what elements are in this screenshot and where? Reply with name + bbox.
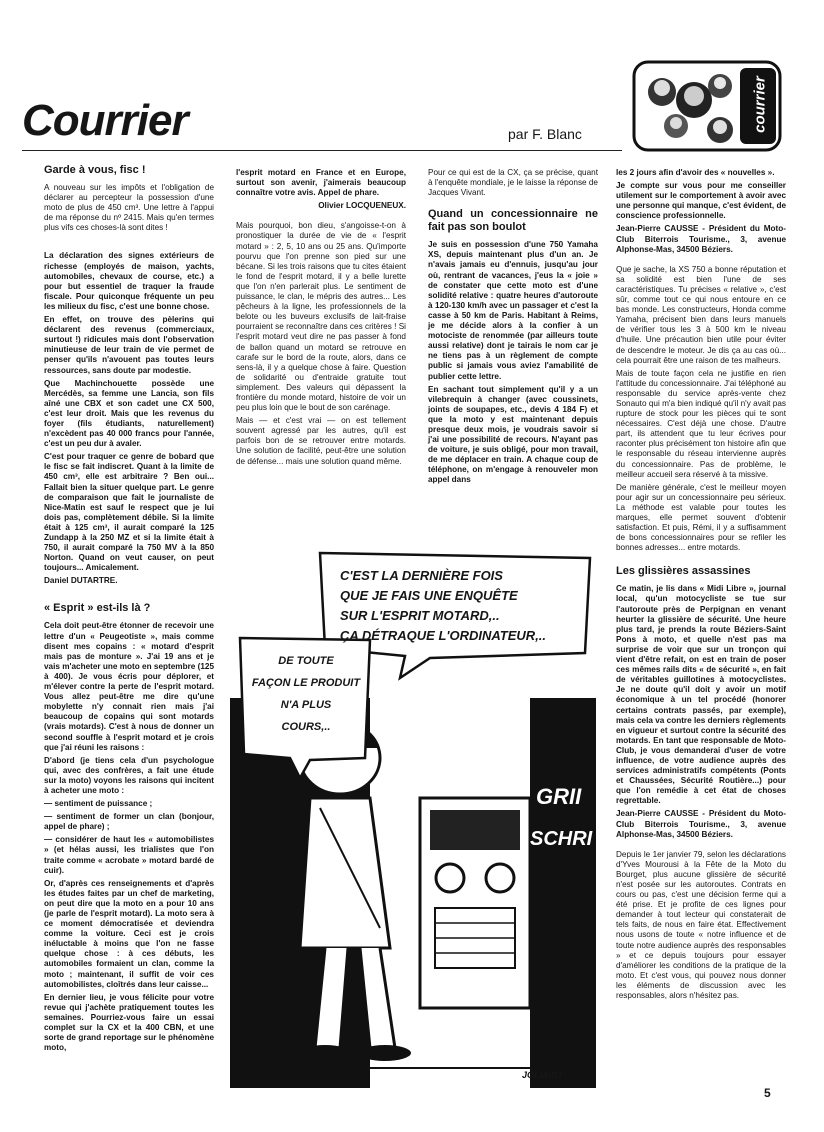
letter3-p3: les 2 jours afin d'avoir des « nouvelles ». [616,168,775,177]
letter2-p8: l'esprit motard en France et en Europe, surtout son avenir, j'aimerais beaucoup connaître votre avis. Appel de phare. [236,168,406,198]
byline: par F. Blanc [508,126,582,142]
page-number: 5 [764,1086,771,1100]
letter2-p7: En dernier lieu, je vous félicite pour votre revue qui j'achète pratiquement toutes les semaines. Pourriez-vous faire un essai complet sur la CX et la 400 CBN, et une sorte de grand reportage sur le phénomène moto, [44,992,214,1053]
letter2-p5: — considérer de haut les « automobilistes » (et hélas aussi, les trialistes que l'on traite comme « acrobate » motard bardé de cuir). [44,835,214,875]
column-3 [428,168,598,489]
bubble1-line3: SUR L'ESPRIT MOTARD,.. [340,608,500,623]
reply2-p3: Pour ce qui est de la CX, ça se précise, quant à l'enquête mondiale, je le laisse la réponse de Jacques Vivant. [428,168,598,198]
artist-signature: JOLIAINT [522,1070,564,1080]
bubble1-line1: C'EST LA DERNIÈRE FOIS [340,568,503,583]
signature-lozachmeur: Jean-Pierre CAUSSE - Président du Moto-Club Biterrois Tourisme., 3, avenue Alphonse-Mas, 34500 Béziers. [616,224,786,254]
bubble1-line2: QUE JE FAIS UNE ENQUÊTE [340,588,518,603]
letter1-p3: Que Machinchouette possède une Mercédès, sa femme une Lancia, son fils aîné une CBX et son cadet une CX 500, c'est leur droit. Mais que les revenus du foyer (fils étudiants, naturellement) n'excèdent pas 40 000 francs pour l'année, c'est un peu dur à avaler. [44,378,214,449]
letter2-p1: Cela doit peut-être étonner de recevoir une lettre d'un « Peugeotiste », mais comme disent mes copains : « motard d'esprit mais pas de monture ». J'ai 19 ans et je vais m'acheter une moto en septembre (125 à 400). Je vous écris pour déplorer, et m'élever contre la perte de l'esprit motard. Vous allez peut-être me dire qu'une mobylette n'y connait rien mais j'ai beaucoup de copains qui sont motards (vrais motards). C'est à nous de donner un second souffle à l'esprit motard et je crois que j'ai réuni les raisons : [44,621,214,752]
intro-paragraph: A nouveau sur les impôts et l'obligation de déclarer au percepteur la possession d'une moto de plus de 450 cm³. Une lettre à l'appui de ma réponse du nº 2415. Mais qu'en termes plus vifs ces choses-là sont dites ! [44,183,214,233]
signature-causse: Jean-Pierre CAUSSE - Président du Moto-Club Biterrois Tourisme., 3, avenue Alphonse-Mas, 34500 Béziers. [616,809,786,839]
header-rule [22,150,622,151]
heading-esprit: « Esprit » est-ils là ? [44,602,151,615]
reply3-p1: Que je sache, la XS 750 a bonne réputation et sa solidité est bien l'une de ses caractéristiques. Tu précises « relative », c'est sûr, comme tout ce qui nous entoure en ce bas monde. Les constructeurs, Honda comme Yamaha, précisent bien dans leurs manuels de vérifier tous les 3 à 500 km le niveau d'huile. Une précaution bien utile pour éviter de descendre le moteur. Je dis ça au cas où... cela pourrait être une raison de tes malheurs. [616,264,786,365]
column-1 [44,164,214,1056]
column-4 [616,168,786,1004]
heading-garde-a-vous: Garde à vous, fisc ! [44,164,146,176]
column-2 [236,168,406,470]
heading-concessionnaire: Quand un concessionnaire ne fait pas son boulot [428,208,598,234]
reply3-p2: Mais de toute façon cela ne justifie en rien l'attitude du concessionnaire. J'ai téléphoné au responsable du service après-vente chez Sonauto qui m'a bien indiqué qu'il n'y avait pas rupture de stock pour les pièces qui te sont nécessaires. C'est déjà une chose. D'autre part, ils attendent que tu leur écrives pour raconter plus précisément ton histoire afin que le responsable du réseau intervienne auprès du concessionnaire. Pas de problème, le meilleur accueil sera réservé à ta missive. [616,368,786,479]
letter2-p2: D'abord (je tiens cela d'un psychologue qui, avec des confrères, a fait une étude sur la moto) voyons les raisons qui incitent à acheter une moto : [44,755,214,795]
speech-bubble-2 [248,650,364,738]
sound-effect-grii: GRII [536,784,582,809]
reply2-p1: Mais pourquoi, bon dieu, s'angoisse-t-on à pronostiquer la durée de vie de « l'esprit motard » : 2, 5, 10 ans ou 25 ans. Qu'importe pourvu que l'on prenne son pied sur une bécane. Si les trois raisons que tu cites étaient le fond de l'esprit motard, il y a belle lurette que l'on n'en parlerait plus. Le sentiment de puissance, le clan, le mépris des autres... Les pêcheurs à la ligne, les professionnels de la belote ou les buveurs exclusifs de lait-fraise pourraient se reconnaître dans ces critères ! Si l'esprit motard veut dire ne pas passer à fond de ballon quand un motard se retrouve en carafe sur le bord de la route, alors, dans ce sens-là, il y a quelque chose à faire. Question de solidarité ou d'entraide gratuite tout simplement. Des valeurs qui dépassent la frontière du monde motard, histoire de voir un peu plus loin que le bout de son carénage. [236,221,406,413]
letter4-p1: Ce matin, je lis dans « Midi Libre », journal local, qu'un motocycliste se tue sur l'autoroute près de Perpignan en venant heurter la glissière de sécurité. Une heure plus tard, je prends la route Béziers-Saint Pons à moto, et quelle n'est pas ma surprise de voir que sur un tronçon qui vient d'être refait, on est en train de poser ces mêmes rails dits « de sécurité », en fait de véritables guillotines à motocyclistes. Je ne doute qu'il doit y avoir un motif économique à un tel procédé (honorer certains contrats passés, par exemple), mais cela va contre les derniers règlements en vigueur et surtout contre la sécurité des motards. En tant que responsable de Moto-Club, je vous demanderai d'user de votre influence, de votre audience auprès des services administratifs compétents (Ponts et Chaussées, Sécurité Routière...) pour que l'on remédie à cet état de choses regrettable. [616,584,786,806]
letter2-p4: — sentiment de former un clan (bonjour, appel de phare) ; [44,812,214,832]
reply2-p2: Mais — et c'est vrai — on est tellement souvent agressé par les autres, qu'il est parfois bon de se retrouver entre motards. Une solution de facilité, peut-être une solution de défense... mais une solution quand même. [236,416,406,466]
letter1-p1: La déclaration des signes extérieurs de richesse (employés de maison, yachts, automobiles, chevaux de course, etc.) a pour but essentiel de traquer la fraude fiscale. Pour quiconque fréquente un peu les milieux du fisc, c'est une bonne chose. [44,251,214,311]
heading-glissieres: Les glissières assassines [616,565,751,578]
bubble2-line1: DE TOUTE [278,655,334,667]
speech-bubble-1 [340,566,580,646]
reply3-p3: De manière générale, c'est le meilleur moyen pour agir sur un concessionnaire peu sérieux. La méthode est valable pour toutes les marques, elle permet souvent d'obtenir satisfaction. Et puis, Rémi, il y a suffisamment de bons concessionnaires pour se refiler les bonnes adresses... entre motards. [616,482,786,553]
signature-dutartre: Daniel DUTARTRE. [44,576,118,586]
logo-label: courrier [751,76,769,133]
courrier-logo [632,60,782,152]
signature-locqueneux: Olivier LOCQUENEUX. [318,201,406,211]
bubble1-line4: ÇA DÉTRAQUE L'ORDINATEUR,.. [340,628,547,643]
reply4-p1: Depuis le 1er janvier 79, selon les déclarations d'Yves Mourousi à la Fête de la Moto du Bourget, plus aucune glissière de sécurité n'est posée sur les autoroutes. Contrats en cours ou pas, c'est une décision ferme qui a été prise. Et je profite de ces lignes pour demander à tout lecteur qui constaterait de tels faits, de nous en faire état. Effectivement nous usons de toute « notre influence et de toute notre audience auprès des responsables » et ce depuis toujours pour essayer d'améliorer les conditions de la pratique de la moto. Et c'est vous, qui pouvez nous donner les éléments de discussion avec les responsables, alors n'hésitez pas. [616,849,786,1001]
bubble2-line3: N'A PLUS [280,699,332,711]
page-title: Courrier [22,96,188,145]
cartoon-illustration [230,548,596,1088]
letter3-p1: Je suis en possession d'une 750 Yamaha XS, depuis maintenant plus d'un an. Je n'avais jamais eu d'ennuis, jusqu'au jour où, rentrant de vacances, j'eus la « joie » de constater que cette moto est d'une solidité relative : quatre heures d'autoroute à 120-130 km/h avec un passager et c'est la casse à 50 km de Paris. Habitant à Reims, je me décide alors à la confier à un motociste de renommée (par ailleurs toute aussi relative) dont je tairais le nom car je ne tiens pas à un règlement de compte public si jamais vous aviez l'amabilité de publier cette lettre. [428,240,598,381]
bubble2-line2: FAÇON LE PRODUIT [251,677,361,689]
letter1-p2: En effet, on trouve des pèlerins qui déclarent des revenus (commerciaux, surtout !) ridicules mais dont l'observation minutieuse de leur train de vie permet de penser qu'ils n'avouent pas toutes leurs ressources, sans doute par modestie. [44,315,214,375]
letter1-p4: C'est pour traquer ce genre de bobard que le fisc se fait indiscret. Quant à la limite de 450 cm³, elle est arbitraire ? Ben oui... Fallait bien la situer quelque part. Le genre de comparaison que fait le journaliste de Nice-Matin est sauf le respect que je lui dois pas, complètement débile. Si la limite était à 125 cm³, il aurait comparé la 125 Zundapp à la 250 MZ et si la limite était à 750, il aurait comparé la 750 MV à la 850 Norton. Quand on veut causer, on peut toujours... Amicalement. [44,452,214,573]
sound-effect-schri: SCHRI [530,828,593,850]
letter2-p3: — sentiment de puissance ; [44,799,153,809]
letter2-p6: Or, d'après ces renseignements et d'après les études faites par un chef de marketing, on peut dire que la moto en a pour 10 ans (je parle de l'esprit motard). La moto sera à ce moment démocratisée et deviendra comme la voiture. Ceci est je crois inéluctable à moins que l'on ne fasse quelque chose : à ces débuts, les automobiles formaient un clan, comme la moto ; maintenant, il suffit de voir ces automobilistes, cloîtrés dans leur caisse... [44,878,214,989]
bubble2-line4: COURS,.. [281,721,331,733]
letter3-p4: Je compte sur vous pour me conseiller utilement sur le comportement à avoir avec une personne qui manque, c'est évident, de conscience professionnelle. [616,181,786,221]
letter3-p2: En sachant tout simplement qu'il y a un vilebrequin à changer (avec coussinets, joints de soupapes, etc., devis 4 184 F) et que la moto y est maintenant depuis presque deux mois, je voudrais savoir si j'ai une possibilité de recours. N'ayant pas de voiture, je suis obligé, pour mon travail, de me déplacer en train. A chaque coup de téléphone, on m'engage à renouveler mon appel dans [428,384,598,485]
